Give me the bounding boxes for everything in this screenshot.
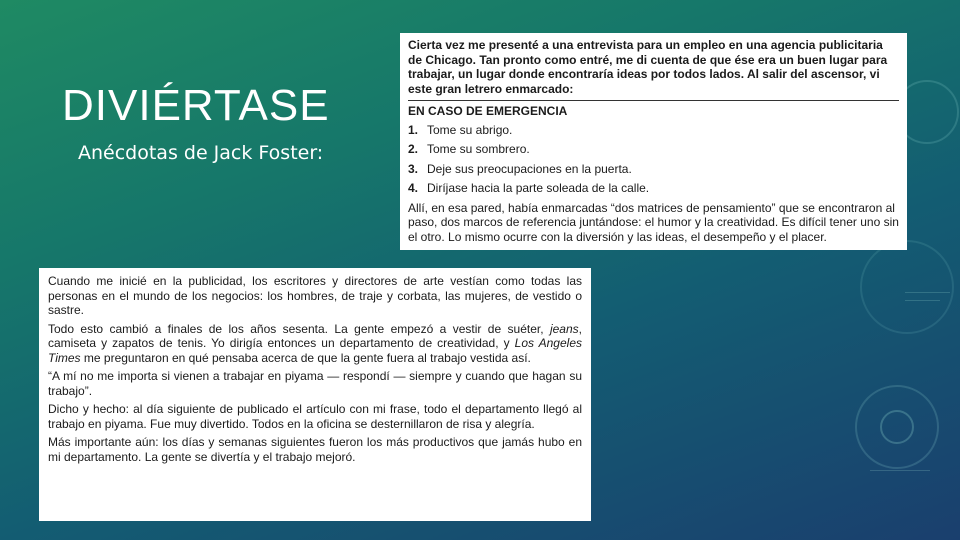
decorative-circle (880, 410, 914, 444)
step-number: 4. (408, 181, 419, 195)
paragraph: Dicho y hecho: al día siguiente de publicado el artículo con mi frase, todo el departamento llegó al trabajo en piyama. Fue muy divertido. Todos en la oficina se desternillaron de risa y alegría. (48, 402, 582, 431)
paragraph: “A mí no me importa si vienen a trabajar en piyama — respondí — siempre y cuando que hagan su trabajo”. (48, 369, 582, 398)
text-run: Todo esto cambió a finales de los años sesenta. La gente empezó a vestir de suéter, (48, 321, 550, 336)
list-item (408, 181, 899, 196)
step-number: 1. (408, 122, 419, 137)
divider (408, 100, 899, 101)
step-text: Tome su abrigo. (427, 122, 513, 137)
decorative-line (905, 300, 940, 301)
emergency-heading: EN CASO DE EMERGENCIA (408, 104, 568, 118)
paragraph: Cuando me inicié en la publicidad, los escritores y directores de arte vestían como todas las personas en el mundo de los negocios: los hombres, de traje y corbata, las mujeres, de vestido o sastre. (48, 274, 582, 317)
list-item (408, 162, 899, 177)
slide-title: DIVIÉRTASE (62, 81, 330, 130)
paragraph (48, 322, 582, 366)
step-text: Diríjase hacia la parte soleada de la calle. (427, 181, 650, 195)
anecdote-card-emergency (400, 33, 907, 250)
list-item (408, 142, 899, 157)
list-item (408, 123, 899, 138)
anecdote-closing: Allí, en esa pared, había enmarcadas “dos matrices de pensamiento” que se encontraron al paso, dos marcos de referencia juntándose: el humor y la creatividad. Es difícil tener uno sin el otro. Lo mismo ocurre con la diversión y las ideas, el desempeño y el placer. (408, 200, 899, 244)
emergency-steps-list (408, 123, 899, 196)
step-text: Tome su sombrero. (427, 142, 530, 156)
italic-text: jeans (549, 321, 579, 336)
anecdote-card-pajamas (39, 268, 591, 521)
slide-subtitle: Anécdotas de Jack Foster: (78, 142, 324, 164)
step-number: 2. (408, 142, 419, 156)
step-number: 3. (408, 161, 419, 176)
text-run: , camiseta y zapatos de tenis. Yo dirigía entonces un departamento de creatividad, y (48, 321, 582, 350)
decorative-circle (860, 240, 954, 334)
anecdote-intro: Cierta vez me presenté a una entrevista para un empleo en una agencia publicitaria de Chicago. Tan pronto como entré, me di cuenta de que ése era un buen lugar para trabajar, un lugar donde encontraría ideas por todos lados. Al salir del ascensor, vi este gran letrero enmarcado: (408, 38, 888, 96)
step-text: Deje sus preocupaciones en la puerta. (427, 161, 632, 176)
text-run: me preguntaron en qué pensaba acerca de que la gente fuera al trabajo vestida así. (80, 350, 531, 365)
decorative-line (905, 292, 950, 293)
decorative-line (870, 470, 930, 471)
paragraph: Más importante aún: los días y semanas siguientes fueron los más productivos que jamás hubo en mi departamento. La gente se divertía y el trabajo mejoró. (48, 435, 582, 464)
italic-text: Los Angeles Times (48, 336, 582, 365)
